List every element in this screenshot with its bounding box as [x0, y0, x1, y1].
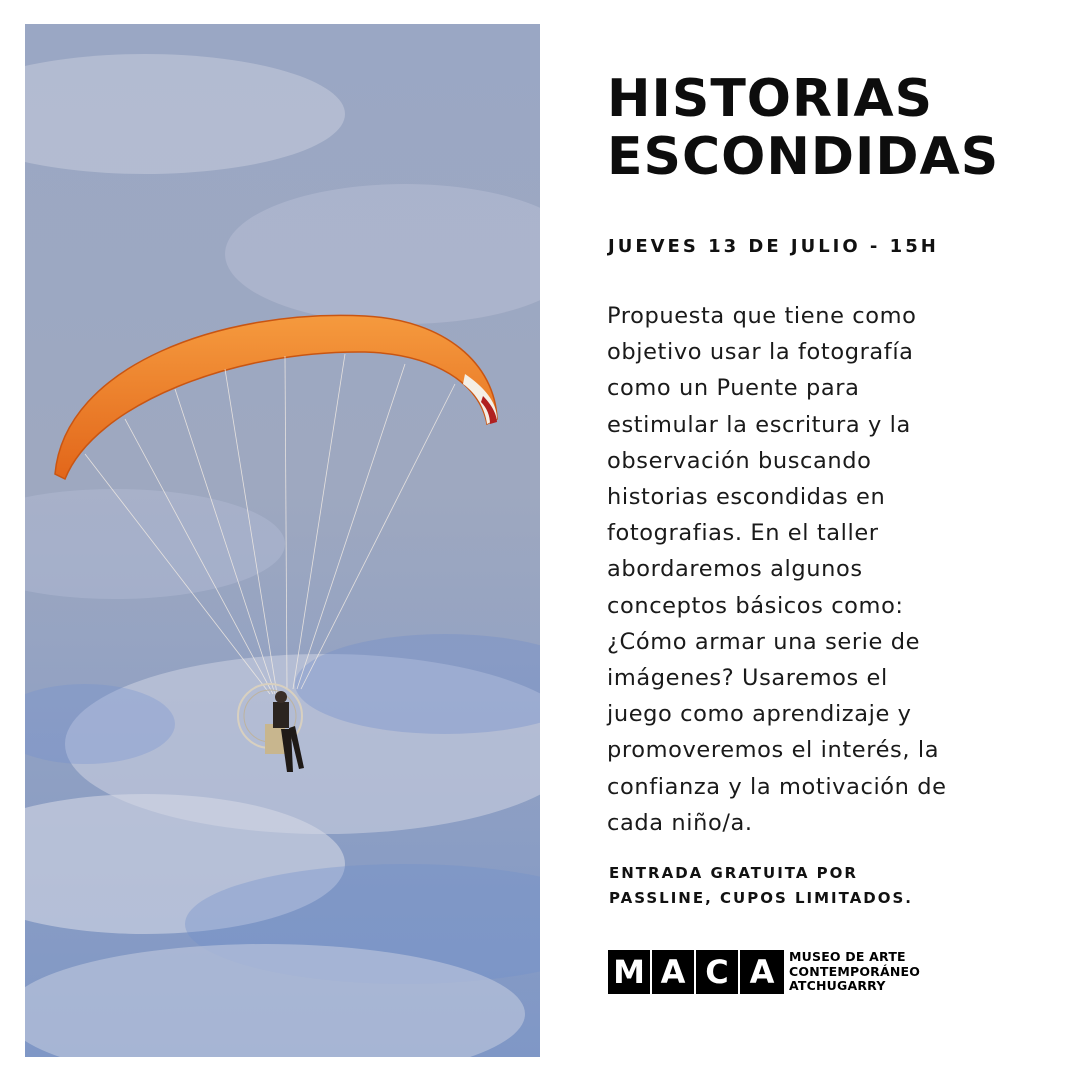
- description-line: cada niño/a.: [607, 809, 753, 836]
- description-line: ¿Cómo armar una serie de: [607, 628, 921, 655]
- maca-logo: [608, 950, 920, 994]
- paramotor-photo: [25, 24, 540, 1057]
- museum-name: [789, 950, 920, 994]
- description-line: observación buscando: [607, 447, 872, 474]
- description-line: fotografias. En el taller: [607, 520, 879, 547]
- logo-letter: A: [749, 953, 775, 991]
- logo-letter: A: [652, 950, 696, 994]
- event-description: [607, 298, 1027, 841]
- event-title: [607, 70, 1057, 186]
- logo-letter: C: [696, 950, 740, 994]
- description-line: promoveremos el interés, la: [607, 737, 940, 764]
- entry-info-line2: PASSLINE, CUPOS LIMITADOS.: [609, 889, 914, 907]
- description-line: Propuesta que tiene como: [607, 303, 917, 329]
- description-line: historias escondidas en: [607, 484, 886, 511]
- description-line: objetivo usar la fotografía: [607, 339, 914, 366]
- description-line: confianza y la motivación de: [607, 773, 947, 800]
- museum-name-line2: CONTEMPORÁNEO: [789, 963, 921, 979]
- description-line: conceptos básicos como:: [607, 592, 904, 619]
- event-title-line1: HISTORIAS: [607, 69, 934, 129]
- description-line: abordaremos algunos: [607, 556, 863, 583]
- event-title-line2: ESCONDIDAS: [607, 127, 1000, 187]
- description-line: como un Puente para: [607, 375, 860, 402]
- description-line: imágenes? Usaremos el: [607, 665, 888, 692]
- logo-letter: M: [608, 950, 652, 994]
- event-date: JUEVES 13 DE JULIO - 15H: [608, 236, 939, 257]
- maca-logo-letters: [608, 950, 784, 994]
- museum-name-line1: MUSEO DE ARTE: [789, 949, 906, 965]
- description-line: estimular la escritura y la: [607, 411, 911, 438]
- entry-info-line1: ENTRADA GRATUITA POR: [609, 864, 858, 882]
- entry-info: [609, 861, 913, 911]
- museum-name-line3: ATCHUGARRY: [789, 978, 886, 994]
- description-line: juego como aprendizaje y: [607, 701, 912, 728]
